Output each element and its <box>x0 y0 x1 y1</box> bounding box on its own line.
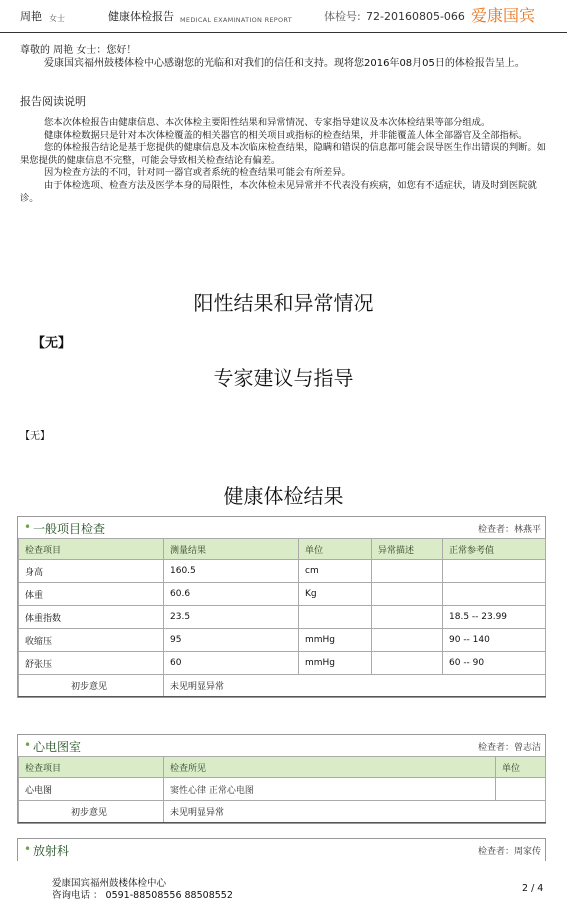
section-general-exam <box>17 516 546 698</box>
column-header: 单位 <box>299 539 372 560</box>
reading-notes <box>20 117 548 205</box>
opinion-row <box>19 675 546 697</box>
table-cell: 收缩压 <box>19 629 164 652</box>
positive-results-value: 【无】 <box>32 336 72 351</box>
patient-name: 周艳 <box>20 10 42 23</box>
table-cell: 95 <box>164 629 299 652</box>
report-title: 健康体检报告 <box>108 10 174 23</box>
reading-paragraph: 您本次体检报告由健康信息、本次体检主要阳性结果和异常情况、专家指导建议及本次体检结果等部分组成。 <box>44 117 491 128</box>
section-name: 心电图室 <box>33 740 82 754</box>
table-cell: 舒张压 <box>19 652 164 675</box>
table-cell <box>443 583 546 606</box>
column-header: 测量结果 <box>164 539 299 560</box>
column-header: 单位 <box>496 757 546 778</box>
patient-gender: 女士 <box>49 14 65 23</box>
table-cell: mmHg <box>299 652 372 675</box>
section-radiology <box>17 838 546 861</box>
table-cell: 体重指数 <box>19 606 164 629</box>
intro-paragraph: 爱康国宾福州鼓楼体检中心感谢您的光临和对我们的信任和支持。现将您2016年08月05日的体检报告呈上。 <box>44 58 525 69</box>
table-row <box>19 583 546 606</box>
reading-paragraph: 因为检查方法的不同，针对同一器官或者系统的检查结果可能会有所差异。 <box>44 167 351 179</box>
table-cell: 心电图 <box>19 778 164 801</box>
table-cell: 60 -- 90 <box>443 652 546 675</box>
section-title-bar <box>18 839 545 860</box>
table-cell: 160.5 <box>164 560 299 583</box>
table-cell: 60.6 <box>164 583 299 606</box>
general-exam-table <box>18 538 546 697</box>
table-cell <box>443 560 546 583</box>
expert-advice-value: 【无】 <box>20 431 50 442</box>
intro-section <box>20 44 548 70</box>
exam-results-title: 健康体检结果 <box>223 484 344 508</box>
table-cell: 身高 <box>19 560 164 583</box>
table-cell: Kg <box>299 583 372 606</box>
reading-paragraph: 您的体检报告结论是基于您提供的健康信息及本次临床检查结果，隐瞒和错误的信息都可能会误导医生作出错误的判断。如果您提供的健康信息不完整，可能会导致相关检查结论有偏差。 <box>20 142 547 166</box>
footer <box>52 878 233 902</box>
section-name: 放射科 <box>33 844 70 858</box>
section-name: 一般项目检查 <box>33 522 106 536</box>
table-cell <box>372 583 443 606</box>
header-divider <box>0 32 567 33</box>
section-title-bar <box>18 517 545 538</box>
table-cell: 90 -- 140 <box>443 629 546 652</box>
table-row <box>19 606 546 629</box>
table-cell: mmHg <box>299 629 372 652</box>
opinion-label: 初步意见 <box>19 801 164 823</box>
exam-number: 72-20160805-066 <box>366 10 465 23</box>
column-header: 正常参考值 <box>443 539 546 560</box>
page-number: 2 / 4 <box>522 883 544 894</box>
footer-center-name: 爱康国宾福州鼓楼体检中心 <box>52 878 167 889</box>
opinion-label: 初步意见 <box>19 675 164 697</box>
section-ecg <box>17 734 546 824</box>
table-cell <box>372 560 443 583</box>
positive-results-title: 阳性结果和异常情况 <box>193 291 374 315</box>
bullet-icon: • <box>24 842 32 856</box>
table-cell <box>372 652 443 675</box>
table-cell: 60 <box>164 652 299 675</box>
table-cell: 23.5 <box>164 606 299 629</box>
brand-logo-text: 爱康国宾 <box>471 6 536 25</box>
column-header: 异常描述 <box>372 539 443 560</box>
table-cell <box>299 606 372 629</box>
ecg-table <box>18 756 546 823</box>
table-row <box>19 778 546 801</box>
table-header-row <box>19 539 546 560</box>
table-row <box>19 560 546 583</box>
opinion-value: 未见明显异常 <box>164 801 546 823</box>
table-cell: 窦性心律 正常心电图 <box>164 778 496 801</box>
report-header <box>0 0 567 32</box>
inspector: 检查者：周家传 <box>477 847 541 857</box>
exam-number-label: 体检号: <box>324 10 361 23</box>
reading-paragraph: 由于体检选项、检查方法及医学本身的局限性，本次体检未见异常并不代表没有疾病，如您有不适症状，请及时到医院就诊。 <box>20 179 537 204</box>
section-title-bar <box>18 735 545 756</box>
column-header: 检查项目 <box>19 757 164 778</box>
footer-phone: 咨询电话 ： 0591-88508556 88508552 <box>52 890 233 901</box>
bullet-icon: • <box>24 738 32 752</box>
reading-heading: 报告阅读说明 <box>20 95 86 108</box>
table-cell: cm <box>299 560 372 583</box>
opinion-value: 未见明显异常 <box>164 675 546 697</box>
expert-advice-title: 专家建议与指导 <box>213 366 354 390</box>
inspector: 检查者：曾志洁 <box>477 743 541 753</box>
greeting: 尊敬的 周艳 女士：您好！ <box>20 45 137 56</box>
inspector: 检查者：林燕平 <box>477 525 541 535</box>
column-header: 检查项目 <box>19 539 164 560</box>
column-header: 检查所见 <box>164 757 496 778</box>
table-cell <box>372 606 443 629</box>
table-header-row <box>19 757 546 778</box>
bullet-icon: • <box>24 520 32 534</box>
report-subtitle: MEDICAL EXAMINATION REPORT <box>180 16 293 24</box>
table-cell <box>372 629 443 652</box>
opinion-row <box>19 801 546 823</box>
table-cell: 18.5 -- 23.99 <box>443 606 546 629</box>
table-cell <box>496 778 546 801</box>
table-row <box>19 629 546 652</box>
table-cell: 体重 <box>19 583 164 606</box>
table-row <box>19 652 546 675</box>
reading-paragraph: 健康体检数据只是针对本次体检覆盖的相关器官的相关项目或指标的检查结果，并非能覆盖人体全部器官及全部指标。 <box>44 129 528 141</box>
